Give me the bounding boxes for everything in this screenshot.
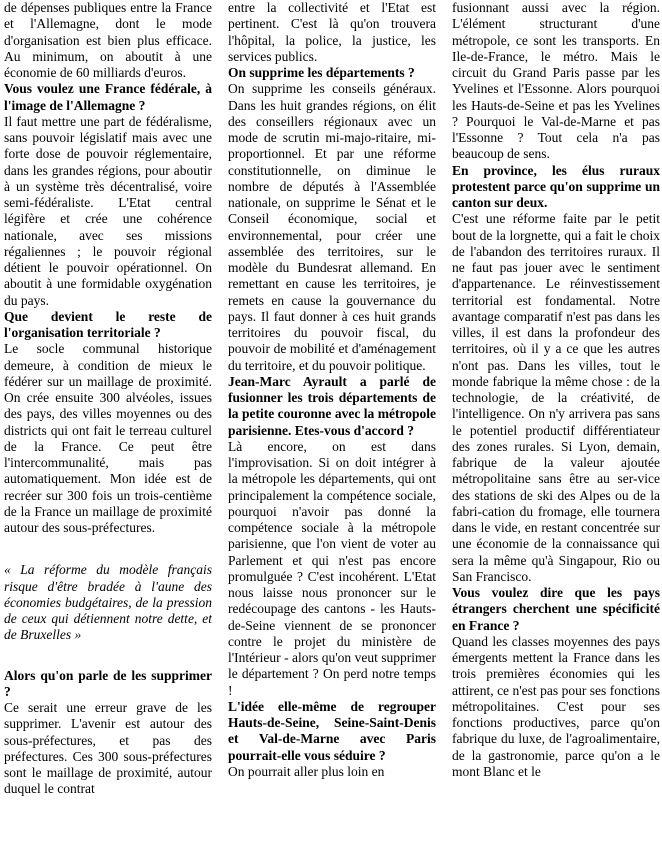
question-heading: Que devient le reste de l'organisation territoriale ? xyxy=(4,308,212,340)
answer-paragraph: entre la collectivité et l'Etat est pertinent. C'est là qu'on trouvera l'hôpital, la police, la justice, les services publics. xyxy=(228,0,436,64)
question-heading: En province, les élus ruraux protestent parce qu'on supprime un canton sur deux. xyxy=(452,162,660,210)
answer-paragraph: de dépenses publiques entre la France et l'Allemagne, dont le mode d'organisation est bien plus efficace. Au minimum, on aboutit à une économie de 60 milliards d'euros. xyxy=(4,0,212,80)
answer-paragraph: C'est une réforme faite par le petit bout de la lorgnette, qui a fait le choix de l'abandon des territoires ruraux. Il ne faut pas jouer avec le sentiment d'appartenance. Le réinvestissement territorial est fondamental. Notre avantage comparatif n'est pas dans les villes, il est dans la profondeur des territoires, où il y a ce que les autres n'ont pas. Dans les villes, tout le monde fabrique la même chose : de la technologie, de la créativité, de l'intelligence. On n'y arrivera pas sans le potentiel productif différentiateur des zones rurales. Si Lyon, demain, fabrique de la valeur ajoutée métropolitaine sans être au ser-vice des stations de ski des Alpes ou de la fabri-cation du fromage, elle tournera dans le vide, en restant concentrée sur une économie de la connaissance qui sera la même qu'à Singapour, Rio ou San Francisco. xyxy=(452,211,660,584)
answer-paragraph: Là encore, on est dans l'improvisation. Si on doit intégrer à la métropole les départements, qui ont principalement la compétence sociale, pourquoi n'avoir pas donné la compétence sociale à la métropole parisienne, que l'on vient de voter au Parlement et qui n'est pas encore promulguée ? C'est incohérent. L'Etat nous laisse nous prononcer sur le redécoupage des cantons - les Hauts-de-Seine viennent de se prononcer contre le projet du ministère de l'Intérieur - alors qu'on veut supprimer le département ? On perd notre temps ! xyxy=(228,438,436,698)
question-heading: On supprime les départements ? xyxy=(228,65,415,80)
question-heading: Alors qu'on parle de les supprimer ? xyxy=(4,667,212,699)
answer-paragraph: Quand les classes moyennes des pays émergents mettent la France dans les trois premières économies qui les attirent, ce n'est pas pour ses fonctions métropolitaines. C'est pour ses fonctions productives, parce qu'on fabrique du luxe, de l'agroalimentaire, de la gastronomie, parce qu'on a le mont Blanc et le xyxy=(452,633,660,779)
answer-paragraph: Il faut mettre une part de fédéralisme, sans pouvoir législatif mais avec une forte dose de pouvoir réglementaire, dans les grandes régions, pour aboutir à un système très décentralisé, voire semi-fédéraliste. L'Etat central légifère et crée une cohérence nationale, avec ses missions régaliennes ; le pouvoir régional détient le pouvoir opérationnel. On aboutit à une formidable oxygénation du pays. xyxy=(4,113,212,308)
question-heading: Vous voulez une France fédérale, à l'image de l'Allemagne ? xyxy=(4,81,212,113)
answer-paragraph: Le socle communal historique demeure, à condition de mieux le fédérer sur un maillage de proximité. On crée ensuite 300 alvéoles, issues des pays, des villes moyennes ou des districts qui ont fait le terreau culturel de la France. Ce peut être l'intercommunalité, mais pas automatiquement. Mon idée est de recréer sur 300 fois un trois-centième de la France un maillage de proximité autour des sous-préfectures. xyxy=(4,341,212,535)
article-column-3 xyxy=(452,0,660,780)
question-heading: L'idée elle-même de regrouper Hauts-de-Seine, Seine-Saint-Denis et Val-de-Marne avec Paris pourrait-elle vous séduire ? xyxy=(228,698,436,763)
article-column-2 xyxy=(228,0,436,780)
pull-quote: « La réforme du modèle français risque d'être bradée à l'aune des économies budgétaires, de la pression de ceux qui détiennent notre dette, et de Bruxelles » xyxy=(4,562,212,643)
answer-paragraph: On supprime les conseils généraux. Dans les huit grandes régions, on élit des conseillers régionaux avec un mode de scrutin mi-majo-ritaire, mi-proportionnel. Et par une réforme constitutionnelle, on diminue le nombre de députés à l'Assemblée nationale, on supprime le Sénat et le Conseil économique, social et environnemental, pour créer une assemblée des territoires, sur le modèle du Bundesrat allemand. En remettant en cause les territoires, je remets en cause la gouvernance du pays. Il faut donner à ces huit grands territoires du pouvoir fiscal, du pouvoir de mobilité et d'aménagement du territoire, et du pouvoir politique. xyxy=(228,81,436,373)
answer-paragraph: Ce serait une erreur grave de les supprimer. L'avenir est autour des sous-préfectures, et pas des préfectures. Ces 300 sous-préfectures sont le maillage de proximité, autour duquel le contrat xyxy=(4,700,212,797)
article-column-1 xyxy=(4,0,212,798)
answer-paragraph: fusionnant aussi avec la région. L'élément structurant d'une métropole, ce sont les transports. En Ile-de-France, le métro. Mais le circuit du Grand Paris passe par les Yvelines et l'Essonne. Alors pourquoi les Hauts-de-Seine et pas les Yvelines ? Pourquoi le Val-de-Marne et pas l'Essonne ? Tout cela n'a pas beaucoup de sens. xyxy=(452,0,660,162)
question-heading: Jean-Marc Ayrault a parlé de fusionner les trois départements de la petite couronne avec la métropole parisienne. Etes-vous d'accord ? xyxy=(228,373,436,438)
question-heading: Vous voulez dire que les pays étrangers cherchent une spécificité en France ? xyxy=(452,585,660,633)
answer-paragraph: On pourrait aller plus loin en xyxy=(228,763,385,779)
